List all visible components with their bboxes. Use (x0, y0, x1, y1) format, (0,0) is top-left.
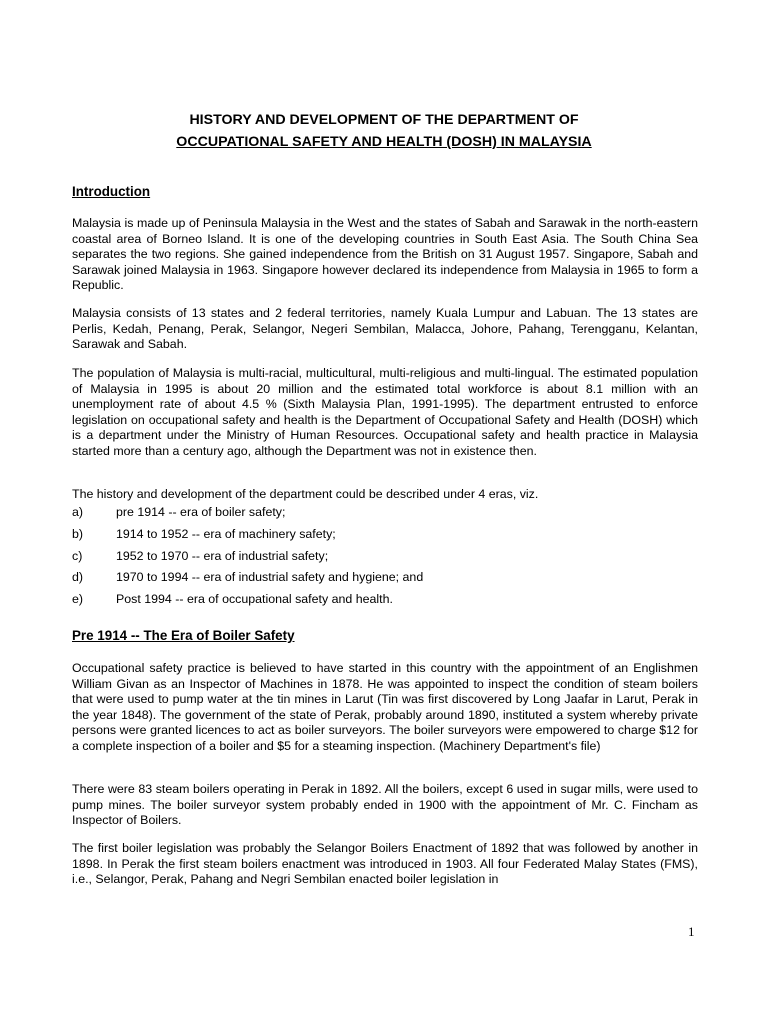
intro-paragraph-3: The population of Malaysia is multi-racial, multicultural, multi-religious and multi-lingual. The estimated population of Malaysia in 1995 is about 20 million and the estimated total workforce is about 8.1 million with an unemployment rate of about 4.5 % (Sixth Malaysia Plan, 1991-1995). The department entrusted to enforce legislation on occupational safety and health is the Department of Occupational Safety and Health (DOSH) which is a department under the Ministry of Human Resources. Occupational safety and health practice in Malaysia started more than a century ago, although the Department was not in existence then. (72, 366, 698, 458)
list-item-marker: d) (72, 570, 84, 585)
list-item-text: Post 1994 -- era of occupational safety and health. (116, 592, 393, 607)
list-item (72, 592, 692, 614)
boiler-paragraph-1: Occupational safety practice is believed to have started in this country with the appointment of an Englishmen William Givan as an Inspector of Machines in 1878. He was appointed to inspect the condition of steam boilers that were used to pump water at the tin mines in Larut (Tin was first discovered by Long Jaafar in Larut, Perak in the year 1848). The government of the state of Perak, probably around 1890, instituted a system whereby private persons were granted licences to act as boiler surveyors. The boiler surveyors were empowered to charge $12 for a complete inspection of a boiler and $5 for a steaming inspection. (Machinery Department's file) (72, 661, 698, 753)
list-item-text: 1914 to 1952 -- era of machinery safety; (116, 526, 336, 541)
document-title (72, 109, 696, 153)
list-item-text: pre 1914 -- era of boiler safety; (116, 505, 286, 519)
list-item (72, 527, 692, 549)
list-item-marker: c) (72, 548, 83, 563)
introduction-heading: Introduction (72, 184, 151, 199)
list-item-marker: b) (72, 526, 84, 541)
title-line-2: OCCUPATIONAL SAFETY AND HEALTH (DOSH) IN MALAYSIA (176, 134, 592, 150)
boiler-paragraph-2: There were 83 steam boilers operating in Perak in 1892. All the boilers, except 6 used in sugar mills, were used to pump mines. The boiler surveyor system probably ended in 1900 with the appointment of Mr. C. Fincham as Inspector of Boilers. (72, 782, 698, 827)
boiler-safety-heading: Pre 1914 -- The Era of Boiler Safety (72, 628, 295, 643)
list-item (72, 570, 692, 592)
list-item (72, 549, 692, 571)
list-item-marker: a) (72, 505, 84, 519)
list-item-marker: e) (72, 592, 84, 607)
list-item-text: 1970 to 1994 -- era of industrial safety and hygiene; and (116, 570, 424, 585)
list-item-text: 1952 to 1970 -- era of industrial safety; (116, 548, 329, 563)
intro-paragraph-1: Malaysia is made up of Peninsula Malaysia in the West and the states of Sabah and Sarawak in the north-eastern coastal area of Borneo Island. It is one of the developing countries in South East Asia. The South China Sea separates the two regions. She gained independence from the British on 31 August 1957. Singapore, Sabah and Sarawak joined Malaysia in 1963. Singapore however declared its independence from Malaysia in 1965 to form a Republic. (72, 216, 698, 292)
page-number: 1 (688, 924, 695, 939)
eras-list (72, 505, 692, 614)
intro-paragraph-4: The history and development of the department could be described under 4 eras, viz. (72, 487, 539, 501)
intro-paragraph-2: Malaysia consists of 13 states and 2 federal territories, namely Kuala Lumpur and Labuan. The 13 states are Perlis, Kedah, Penang, Perak, Selangor, Negeri Sembilan, Malacca, Johore, Pahang, Terengganu, Kelantan, Sarawak and Sabah. (72, 306, 698, 351)
list-item (72, 505, 692, 527)
title-line-1: HISTORY AND DEVELOPMENT OF THE DEPARTMENT OF (189, 112, 579, 128)
boiler-paragraph-3: The first boiler legislation was probably the Selangor Boilers Enactment of 1892 that was followed by another in 1898. In Perak the first steam boilers enactment was introduced in 1903. All four Federated Malay States (FMS), i.e., Selangor, Perak, Pahang and Negri Sembilan enacted boiler legislation in (72, 841, 698, 886)
